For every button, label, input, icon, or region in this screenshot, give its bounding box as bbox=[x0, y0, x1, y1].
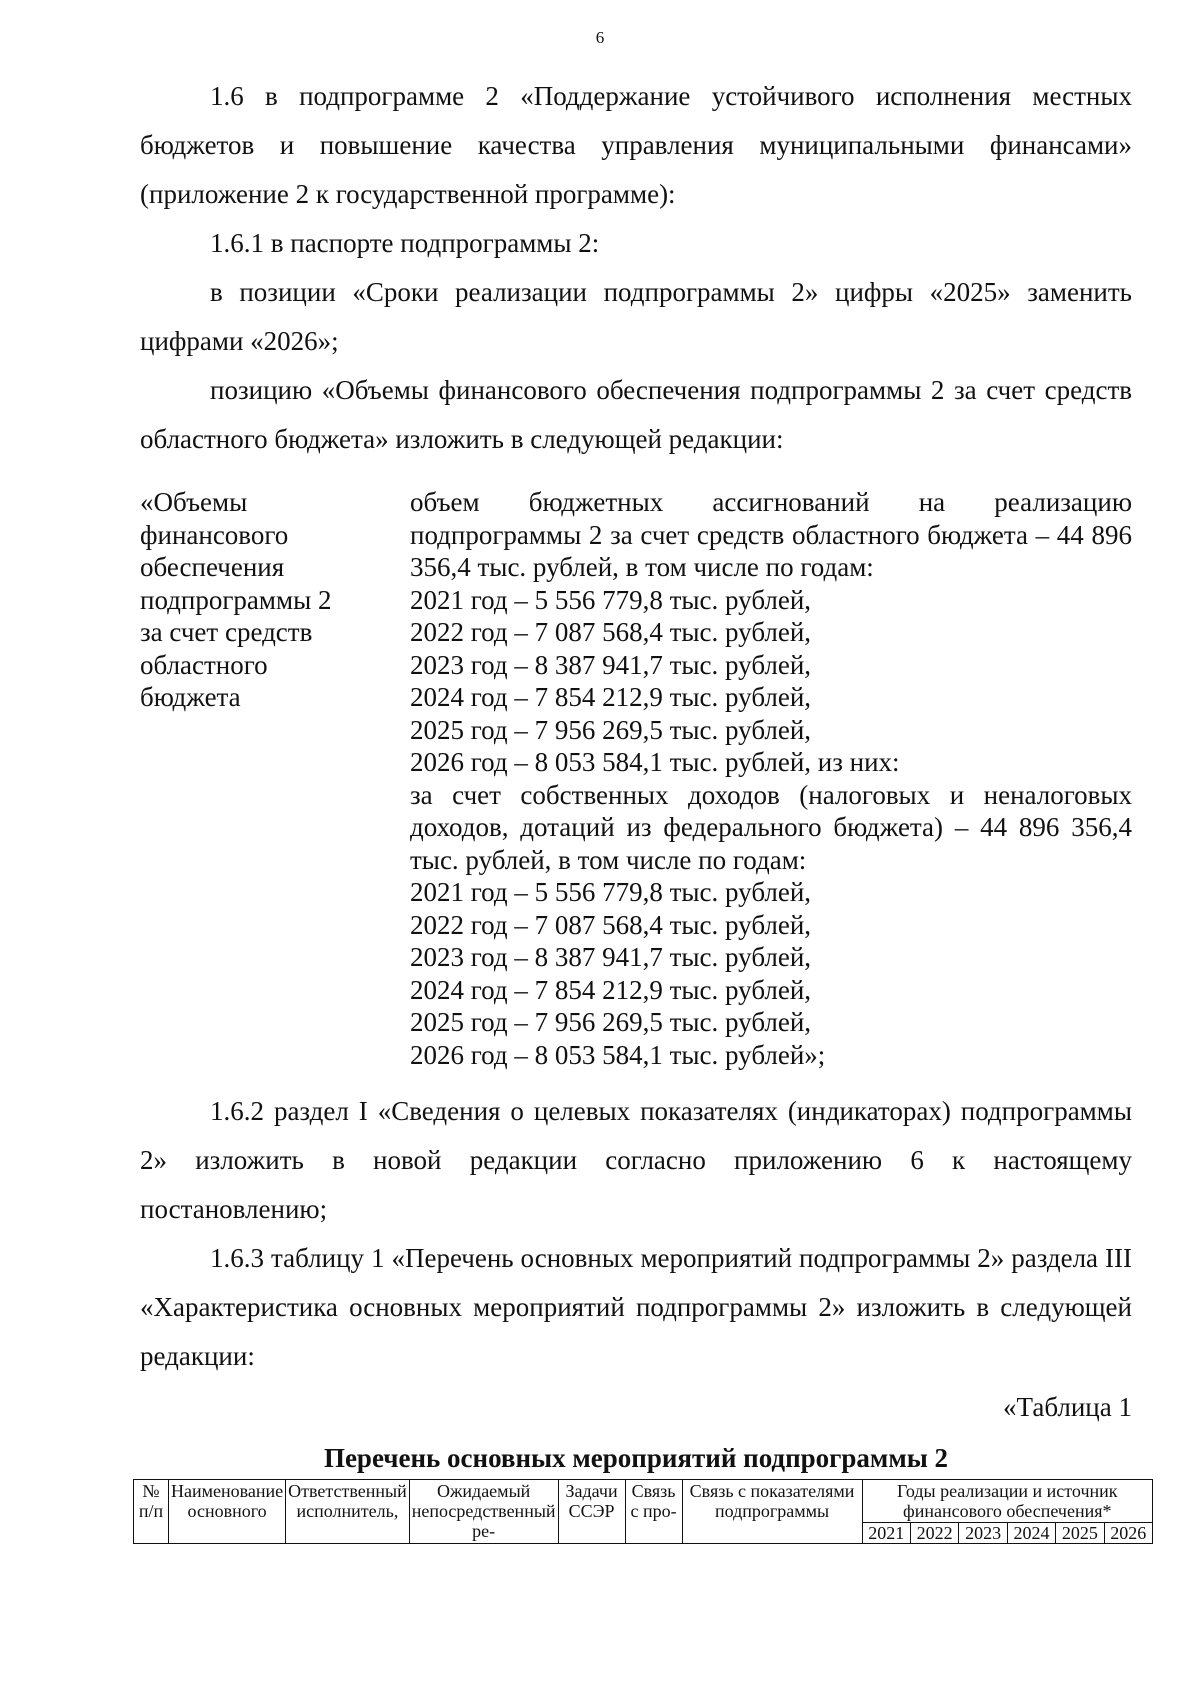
table-title: Перечень основных мероприятий подпрограммы 2 bbox=[323, 1443, 949, 1473]
events-table bbox=[133, 1479, 1153, 1544]
col-link: Связь с про- bbox=[625, 1480, 682, 1544]
paragraph-1-6-2: 1.6.2 раздел I «Сведения о целевых показателях (индикаторах) подпрограммы 2» изложить в новой редакции согласно приложению 6 к настоящему постановлению; bbox=[140, 1096, 1132, 1224]
year-own-line: 2025 год – 7 956 269,5 тыс. рублей, bbox=[410, 1007, 812, 1037]
passport-value bbox=[410, 486, 1132, 1071]
passport-intro: объем бюджетных ассигнований на реализацию подпрограммы 2 за счет средств областного бюджета – 44 896 356,4 тыс. рублей, в том числе по годам: bbox=[410, 487, 1132, 582]
page-number: 6 bbox=[595, 28, 605, 47]
paragraph-1-6: 1.6 в подпрограмме 2 «Поддержание устойчивого исполнения местных бюджетов и повышение качества управления муниципальными финансами» (приложение 2 к государственной программе): bbox=[140, 81, 1132, 209]
passport-label-line: за счет средств bbox=[140, 617, 313, 647]
year-2025: 2025 bbox=[1056, 1523, 1104, 1544]
year-total-line: 2025 год – 7 956 269,5 тыс. рублей, bbox=[410, 714, 812, 745]
passport-label-line: финансового bbox=[140, 519, 289, 550]
paragraph-1-6-1: 1.6.1 в паспорте подпрограммы 2: bbox=[210, 228, 600, 258]
col-years-financing: Годы реализации и источник финансового обеспечения* bbox=[862, 1480, 1152, 1523]
document-body bbox=[140, 72, 1132, 1483]
passport-label-line: обеспечения bbox=[140, 552, 285, 582]
table-caption: «Таблица 1 bbox=[1003, 1392, 1132, 1422]
year-own-line: 2024 год – 7 854 212,9 тыс. рублей, bbox=[410, 974, 812, 1005]
col-responsible: Ответственный исполнитель, bbox=[286, 1480, 410, 1544]
year-total-line: 2024 год – 7 854 212,9 тыс. рублей, bbox=[410, 682, 812, 712]
passport-label-line: областного bbox=[140, 649, 268, 680]
paragraph-deadlines: в позиции «Сроки реализации подпрограммы 2» цифры «2025» заменить цифрами «2026»; bbox=[140, 277, 1132, 356]
year-2023: 2023 bbox=[959, 1523, 1007, 1544]
col-number: № п/п bbox=[134, 1480, 169, 1544]
year-own-line: 2021 год – 5 556 779,8 тыс. рублей, bbox=[410, 877, 812, 907]
year-2021: 2021 bbox=[862, 1523, 910, 1544]
year-own-line: 2023 год – 8 387 941,7 тыс. рублей, bbox=[410, 942, 812, 972]
col-expected-result: Ожидаемый непосредственный ре- bbox=[409, 1480, 558, 1544]
year-own-line: 2022 год – 7 087 568,4 тыс. рублей, bbox=[410, 909, 812, 940]
paragraph-1-6-3: 1.6.3 таблицу 1 «Перечень основных мероприятий подпрограммы 2» раздела III «Характеристика основных мероприятий подпрограммы 2» изложить в следующей редакции: bbox=[140, 1243, 1132, 1371]
col-event-name: Наименование основного bbox=[169, 1480, 286, 1544]
table-header-row bbox=[134, 1480, 1153, 1523]
year-total-line: 2022 год – 7 087 568,4 тыс. рублей, bbox=[410, 617, 812, 647]
year-total-line: 2021 год – 5 556 779,8 тыс. рублей, bbox=[410, 584, 812, 615]
passport-label-line: «Объемы bbox=[140, 487, 248, 517]
year-2026: 2026 bbox=[1104, 1523, 1152, 1544]
col-sser-tasks: Задачи ССЭР bbox=[558, 1480, 625, 1544]
passport-funding-block bbox=[140, 486, 1132, 1071]
year-total-line: 2023 год – 8 387 941,7 тыс. рублей, bbox=[410, 649, 812, 680]
passport-label-line: подпрограммы 2 bbox=[140, 584, 332, 615]
year-2024: 2024 bbox=[1007, 1523, 1055, 1544]
own-income-text: за счет собственных доходов (налоговых и неналоговых доходов, дотаций из федерального бюджета) – 44 896 356,4 тыс. рублей, в том числе по годам: bbox=[410, 779, 1132, 875]
year-own-line: 2026 год – 8 053 584,1 тыс. рублей»; bbox=[410, 1039, 826, 1070]
paragraph-funding-position: позицию «Объемы финансового обеспечения подпрограммы 2 за счет средств областного бюджета» изложить в следующей редакции: bbox=[140, 375, 1132, 454]
passport-label bbox=[140, 486, 410, 1071]
col-indicators: Связь с показателями подпрограммы bbox=[682, 1480, 862, 1544]
year-total-line: 2026 год – 8 053 584,1 тыс. рублей, из них: bbox=[410, 747, 900, 777]
year-2022: 2022 bbox=[910, 1523, 958, 1544]
passport-label-line: бюджета bbox=[140, 682, 241, 712]
